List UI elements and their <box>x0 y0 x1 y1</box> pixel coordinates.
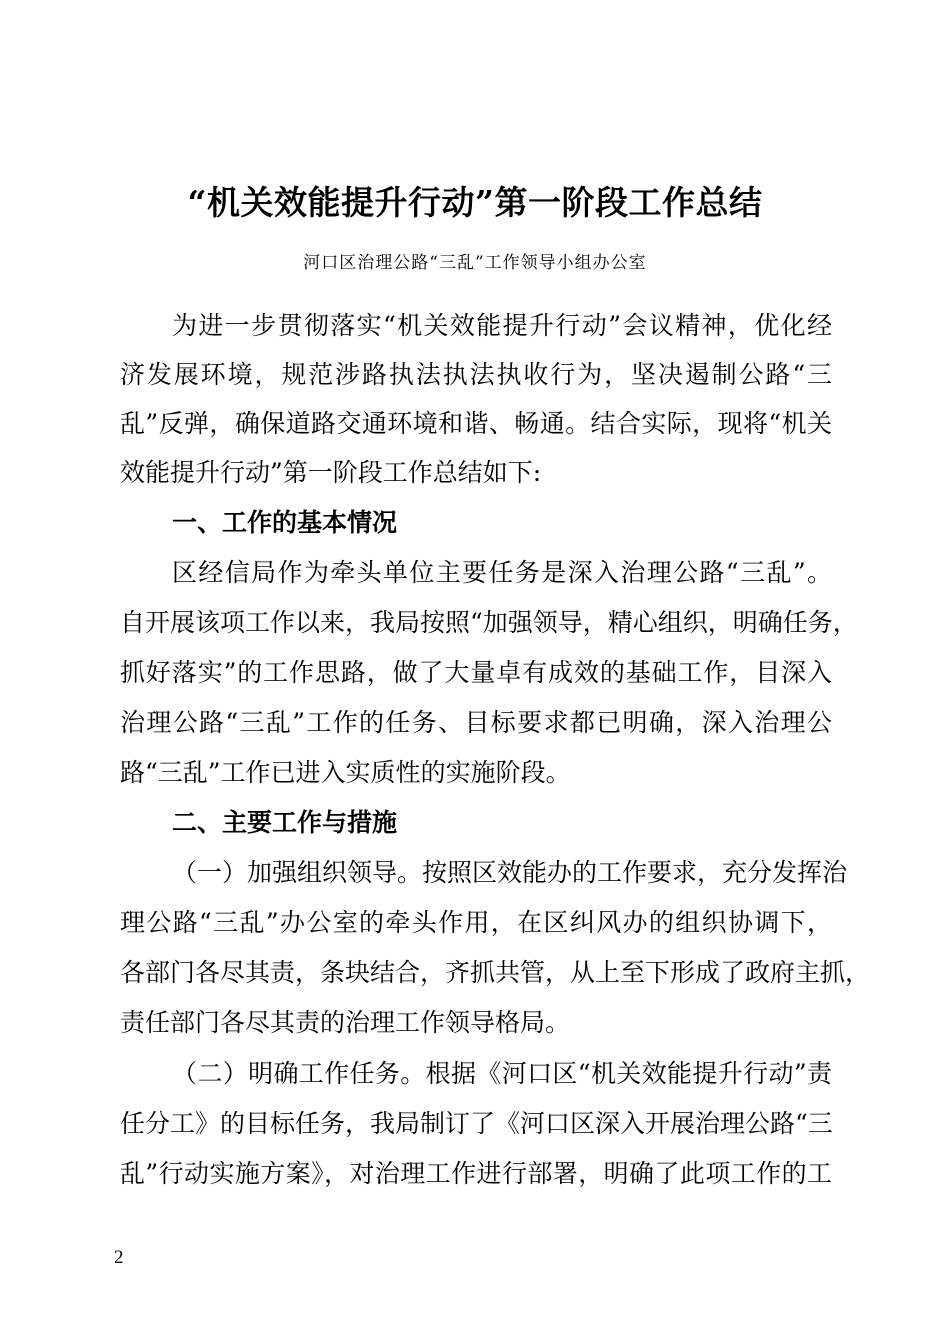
section1-line: 自开展该项工作以来，我局按照“加强领导，精心组织，明确任务， <box>120 608 858 637</box>
section1-line: 抓好落实”的工作思路，做了大量卓有成效的基础工作，目深入 <box>120 658 832 687</box>
intro-line: 乱”反弹，确保道路交通环境和谐、畅通。结合实际，现将“机关 <box>120 409 832 438</box>
section-heading-2: 二、主要工作与措施 <box>172 808 398 837</box>
intro-line: 效能提升行动”第一阶段工作总结如下: <box>120 458 542 487</box>
document-title: “机关效能提升行动”第一阶段工作总结 <box>187 183 763 222</box>
section1-line: 区经信局作为牵头单位主要任务是深入治理公路“三乱”。 <box>172 558 832 587</box>
section1-line: 路“三乱”工作已进入实质性的实施阶段。 <box>120 758 571 787</box>
section2-para2-line: 任分工》的目标任务，我局制订了《河口区深入开展治理公路“三 <box>120 1109 833 1138</box>
section2-para1-line: 理公路“三乱”办公室的牵头作用，在区纠风办的组织协调下， <box>120 908 832 937</box>
section2-para1-line: 各部门各尽其责，条块结合，齐抓共管，从上至下形成了政府主抓， <box>120 958 871 987</box>
section1-line: 治理公路“三乱”工作的任务、目标要求都已明确，深入治理公 <box>120 708 832 737</box>
section2-para1-line: （一）加强组织领导。按照区效能办的工作要求，充分发挥治 <box>172 858 848 887</box>
section2-para2-line: 乱”行动实施方案》，对治理工作进行部署，明确了此项工作的工 <box>120 1159 832 1188</box>
page-number: 2 <box>114 1247 124 1268</box>
intro-line: 济发展环境，规范涉路执法执法执收行为，坚决遏制公路“三 <box>120 360 832 389</box>
section-heading-1: 一、工作的基本情况 <box>172 508 398 537</box>
section2-para2-line: （二）明确工作任务。根据《河口区“机关效能提升行动”责 <box>172 1059 832 1088</box>
intro-line: 为进一步贯彻落实“机关效能提升行动”会议精神，优化经 <box>172 311 832 340</box>
document-subtitle: 河口区治理公路“三乱”工作领导小组办公室 <box>303 253 647 273</box>
section2-para1-line: 责任部门各尽其责的治理工作领导格局。 <box>120 1008 571 1037</box>
